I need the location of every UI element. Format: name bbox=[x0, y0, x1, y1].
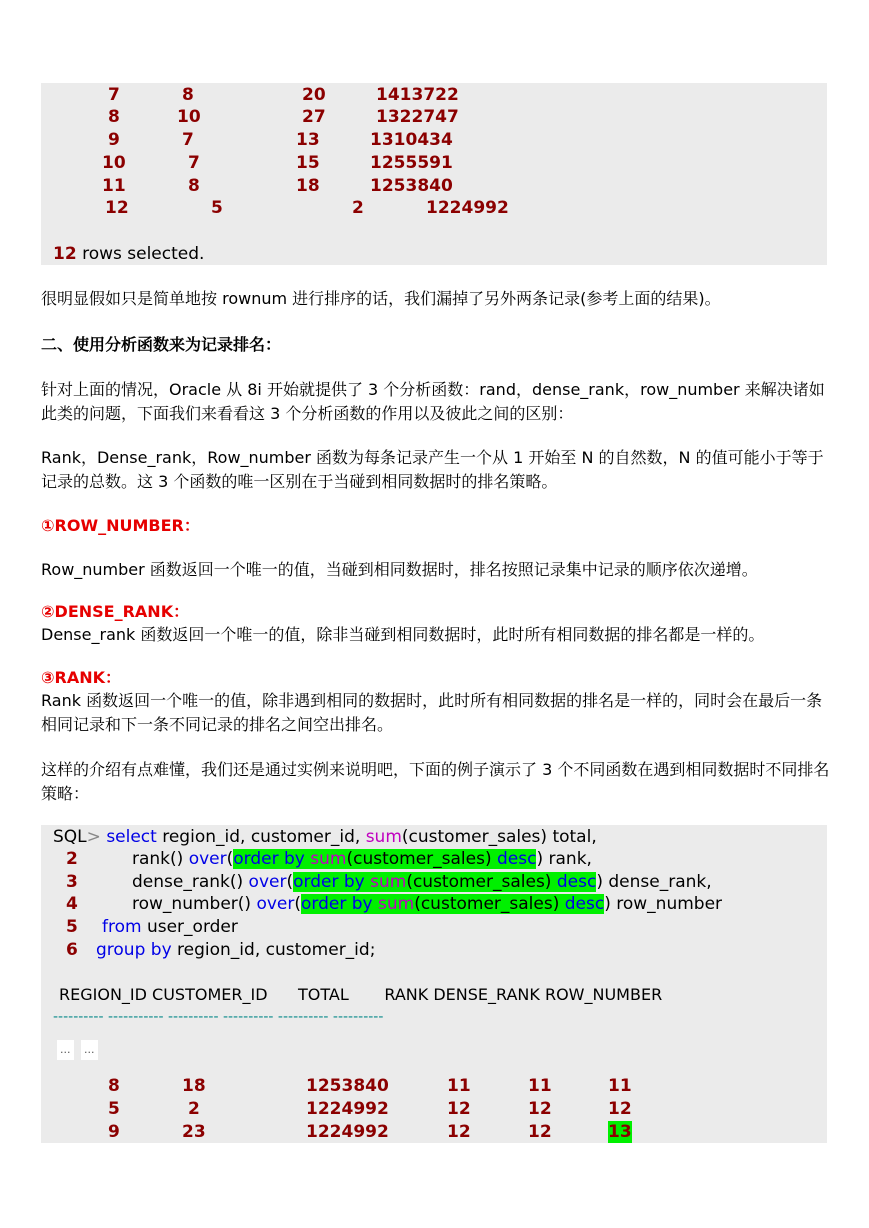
cell: 8 bbox=[108, 1076, 120, 1096]
result-block-top bbox=[41, 83, 827, 265]
cell: 11 bbox=[102, 176, 126, 196]
sql-text: region_id, customer_id; bbox=[171, 940, 376, 960]
cell-highlighted: 13 bbox=[608, 1122, 632, 1142]
cell: 11 bbox=[608, 1076, 632, 1096]
kw-desc: desc bbox=[497, 849, 537, 869]
paragraph-6: Rank 函数返回一个唯一的值，除非遇到相同的数据时，此时所有相同数据的排名是一样的，同时会在最后一条相同记录和下一条不同记录的排名之间空出排名。 bbox=[41, 691, 823, 734]
sql-text: ( bbox=[286, 872, 294, 892]
cell: 27 bbox=[302, 107, 326, 127]
cell: 7 bbox=[188, 153, 200, 173]
cell: 12 bbox=[608, 1099, 632, 1119]
kw-over: over bbox=[256, 894, 295, 914]
line-number: 3 bbox=[66, 872, 78, 892]
cell: 11 bbox=[447, 1076, 471, 1096]
sql-line-3 bbox=[132, 871, 712, 893]
heading-dense-rank: ②DENSE_RANK： bbox=[41, 602, 190, 621]
sql-line-6 bbox=[96, 939, 375, 961]
kw-from: from bbox=[102, 917, 142, 937]
sql-text: row_number() bbox=[132, 894, 257, 914]
cell: 7 bbox=[108, 85, 120, 105]
sql-text: ) dense_rank, bbox=[596, 872, 712, 892]
cell: 12 bbox=[447, 1122, 471, 1142]
sql-line-1 bbox=[53, 826, 597, 848]
cell: 2 bbox=[188, 1099, 200, 1119]
kw-desc: desc bbox=[564, 894, 605, 914]
cell: 10 bbox=[177, 107, 201, 127]
paragraph-3: Rank，Dense_rank，Row_number 函数为每条记录产生一个从 1 开始至 N 的自然数，N 的值可能小于等于记录的总数。这 3 个函数的唯一区别在于当碰到相同数据时的排名策略。 bbox=[41, 448, 824, 491]
cell: 1413722 bbox=[376, 85, 459, 105]
kw-select: select bbox=[106, 827, 157, 847]
kw-order-by: order by bbox=[301, 894, 373, 914]
sql-text: user_order bbox=[141, 917, 238, 937]
ellipsis: ... bbox=[81, 1040, 98, 1060]
cell: 1253840 bbox=[306, 1076, 389, 1096]
heading-row-number: ①ROW_NUMBER： bbox=[41, 516, 200, 535]
kw-order-by: order by bbox=[233, 849, 305, 869]
cell: 1322747 bbox=[376, 107, 459, 127]
kw-desc: desc bbox=[556, 872, 597, 892]
cell: 20 bbox=[302, 85, 326, 105]
result-dashes: ---------- ----------- ---------- ---------- ---------- ---------- bbox=[53, 1009, 384, 1025]
kw-over: over bbox=[248, 872, 287, 892]
paragraph-1: 很明显假如只是简单地按 rownum 进行排序的话，我们漏掉了另外两条记录(参考上面的结果)。 bbox=[41, 289, 721, 308]
sql-line-2 bbox=[132, 848, 592, 870]
fn-sum: sum bbox=[370, 872, 407, 892]
sql-text: (customer_sales) total, bbox=[401, 827, 597, 847]
cell: 1224992 bbox=[306, 1122, 389, 1142]
cell: 12 bbox=[528, 1099, 552, 1119]
cell: 1224992 bbox=[306, 1099, 389, 1119]
line-number: 6 bbox=[66, 940, 78, 960]
fn-sum: sum bbox=[378, 894, 415, 914]
cell: 2 bbox=[352, 198, 364, 218]
paragraph-2: 针对上面的情况，Oracle 从 8i 开始就提供了 3 个分析函数：rand，dense_rank，row_number 来解决诸如此类的问题，下面我们来看看这 3 个分析函数的作用以及彼此之间的区别： bbox=[41, 380, 825, 423]
sql-text: ) row_number bbox=[604, 894, 723, 914]
sql-line-5 bbox=[102, 916, 238, 938]
cell: 8 bbox=[108, 107, 120, 127]
cell: 12 bbox=[105, 198, 129, 218]
line-number: 5 bbox=[66, 917, 78, 937]
cell: 9 bbox=[108, 130, 120, 150]
fn-sum: sum bbox=[365, 827, 402, 847]
highlight bbox=[233, 849, 536, 869]
highlight bbox=[293, 872, 596, 892]
sql-text: rank() bbox=[132, 849, 189, 869]
cell: 1253840 bbox=[370, 176, 453, 196]
cell: 12 bbox=[528, 1122, 552, 1142]
kw-order-by: order by bbox=[293, 872, 365, 892]
sql-block bbox=[41, 825, 827, 1143]
rows-selected bbox=[53, 243, 204, 265]
sql-text: ( bbox=[226, 849, 234, 869]
cell: 8 bbox=[182, 85, 194, 105]
rows-count: 12 bbox=[53, 244, 77, 264]
ellipsis: ... bbox=[57, 1040, 74, 1060]
cell: 12 bbox=[447, 1099, 471, 1119]
cell: 10 bbox=[102, 153, 126, 173]
sql-line-4 bbox=[132, 893, 722, 915]
fn-sum: sum bbox=[310, 849, 347, 869]
sql-text: (customer_sales) bbox=[346, 849, 498, 869]
paragraph-5: Dense_rank 函数返回一个唯一的值，除非当碰到相同数据时，此时所有相同数据的排名都是一样的。 bbox=[41, 625, 765, 644]
paragraph-7: 这样的介绍有点难懂，我们还是通过实例来说明吧，下面的例子演示了 3 个不同函数在遇到相同数据时不同排名策略： bbox=[41, 760, 830, 803]
kw-group-by: group by bbox=[96, 940, 172, 960]
cell: 1224992 bbox=[426, 198, 509, 218]
highlight bbox=[301, 894, 604, 914]
sql-text: dense_rank() bbox=[132, 872, 249, 892]
line-number: 4 bbox=[66, 894, 78, 914]
cell: 1255591 bbox=[370, 153, 453, 173]
cell: 1310434 bbox=[370, 130, 453, 150]
sql-prompt: SQL bbox=[53, 827, 87, 847]
cell: 8 bbox=[188, 176, 200, 196]
cell: 13 bbox=[296, 130, 320, 150]
cell: 15 bbox=[296, 153, 320, 173]
paragraph-4: Row_number 函数返回一个唯一的值，当碰到相同数据时，排名按照记录集中记录的顺序依次递增。 bbox=[41, 560, 758, 579]
cell: 18 bbox=[182, 1076, 206, 1096]
rows-selected-text: rows selected. bbox=[76, 244, 205, 264]
cell: 5 bbox=[211, 198, 223, 218]
cell: 9 bbox=[108, 1122, 120, 1142]
cell: 18 bbox=[296, 176, 320, 196]
kw-over: over bbox=[188, 849, 227, 869]
sql-text: ( bbox=[294, 894, 301, 914]
section-heading: 二、使用分析函数来为记录排名： bbox=[41, 335, 282, 354]
sql-text: (customer_sales) bbox=[414, 894, 565, 914]
heading-rank: ③RANK： bbox=[41, 668, 122, 687]
cell: 11 bbox=[528, 1076, 552, 1096]
sql-text: (customer_sales) bbox=[406, 872, 557, 892]
cell: 5 bbox=[108, 1099, 120, 1119]
sql-text: region_id, customer_id, bbox=[156, 827, 366, 847]
sql-gt: > bbox=[86, 827, 101, 847]
sql-text: ) rank, bbox=[536, 849, 592, 869]
cell: 23 bbox=[182, 1122, 206, 1142]
cell: 7 bbox=[182, 130, 194, 150]
line-number: 2 bbox=[66, 849, 78, 869]
result-header: REGION_ID CUSTOMER_ID TOTAL RANK DENSE_RANK ROW_NUMBER bbox=[59, 985, 663, 1004]
